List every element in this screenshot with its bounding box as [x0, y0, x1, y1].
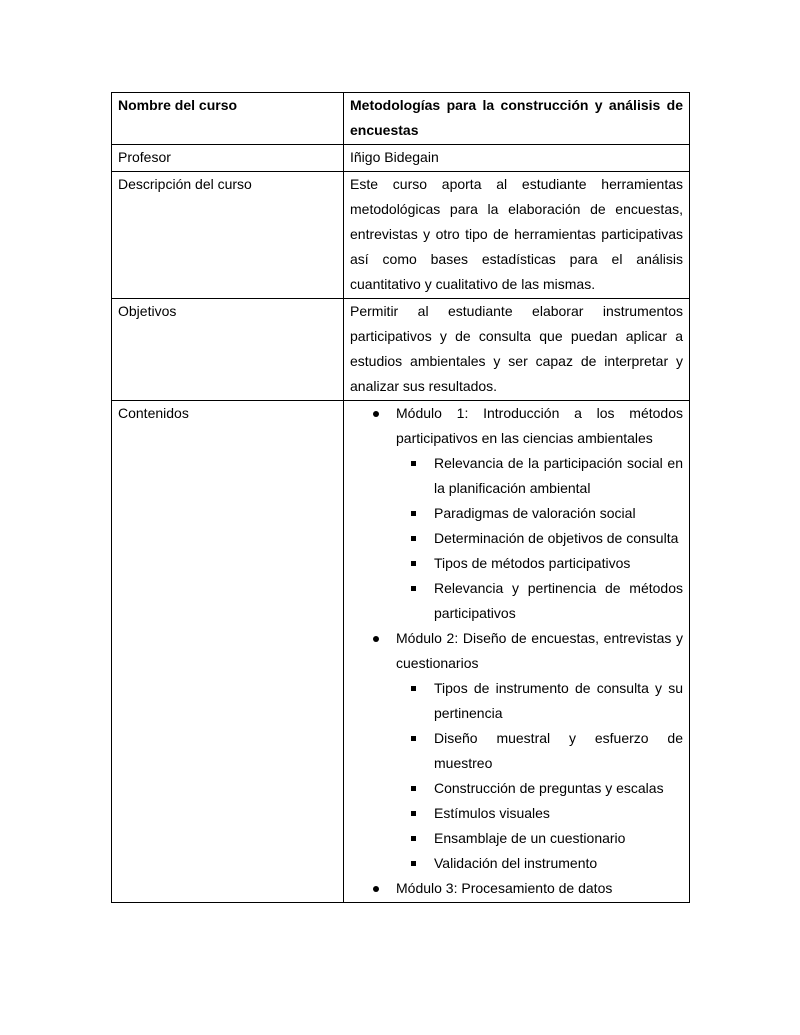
topic-item: [396, 451, 683, 501]
topic-item: [396, 726, 683, 776]
objectives-value: Permitir al estudiante elaborar instrumentos participativos y de consulta que puedan aplicar a estudios ambientales y ser capaz de interpretar y analizar sus resultados.: [344, 299, 690, 401]
square-bullet-icon: [411, 686, 416, 691]
square-bullet-icon: [411, 586, 416, 591]
square-bullet-icon: [411, 811, 416, 816]
square-bullet-icon: [411, 736, 416, 741]
module-title: Módulo 3: Procesamiento de datos: [396, 880, 613, 896]
table-row-description: [112, 172, 690, 299]
bullet-icon: [373, 886, 379, 892]
module-item: [350, 626, 683, 876]
module-title: Módulo 2: Diseño de encuestas, entrevistas y cuestionarios: [396, 630, 683, 671]
topic-item: [396, 776, 683, 801]
course-name-label: Nombre del curso: [112, 93, 344, 145]
description-label: Descripción del curso: [112, 172, 344, 299]
contents-value: [344, 401, 690, 903]
topic-text: Paradigmas de valoración social: [434, 505, 636, 521]
professor-value: Iñigo Bidegain: [344, 145, 690, 172]
table-row-contents: [112, 401, 690, 903]
objectives-label: Objetivos: [112, 299, 344, 401]
topic-item: [396, 576, 683, 626]
topic-text: Estímulos visuales: [434, 805, 550, 821]
square-bullet-icon: [411, 786, 416, 791]
topic-text: Tipos de instrumento de consulta y su pertinencia: [434, 680, 683, 721]
course-info-table: [111, 92, 690, 903]
topic-item: [396, 801, 683, 826]
square-bullet-icon: [411, 836, 416, 841]
topic-item: [396, 551, 683, 576]
description-value: Este curso aporta al estudiante herramientas metodológicas para la elaboración de encuestas, entrevistas y otro tipo de herramientas participativas así como bases estadísticas para el análisis cuantitativo y cualitativo de las mismas.: [344, 172, 690, 299]
bullet-icon: [373, 636, 379, 642]
topic-item: [396, 851, 683, 876]
topic-text: Ensamblaje de un cuestionario: [434, 830, 626, 846]
square-bullet-icon: [411, 561, 416, 566]
course-name-value: Metodologías para la construcción y análisis de encuestas: [344, 93, 690, 145]
module-title: Módulo 1: Introducción a los métodos participativos en las ciencias ambientales: [396, 405, 683, 446]
topic-text: Diseño muestral y esfuerzo de muestreo: [434, 730, 683, 771]
table-row-course-name: [112, 93, 690, 145]
table-row-objectives: [112, 299, 690, 401]
square-bullet-icon: [411, 461, 416, 466]
module-item: [350, 401, 683, 626]
topic-item: [396, 826, 683, 851]
topic-item: [396, 526, 683, 551]
topic-text: Tipos de métodos participativos: [434, 555, 631, 571]
topic-text: Construcción de preguntas y escalas: [434, 780, 664, 796]
topic-text: Relevancia y pertinencia de métodos participativos: [434, 580, 683, 621]
topic-item: [396, 676, 683, 726]
bullet-icon: [373, 411, 379, 417]
topic-text: Determinación de objetivos de consulta: [434, 530, 679, 546]
contents-label: Contenidos: [112, 401, 344, 903]
module-item: [350, 876, 683, 901]
topic-list: [396, 451, 683, 626]
professor-label: Profesor: [112, 145, 344, 172]
topic-text: Validación del instrumento: [434, 855, 598, 871]
topic-text: Relevancia de la participación social en la planificación ambiental: [434, 455, 683, 496]
module-list: [350, 401, 683, 901]
square-bullet-icon: [411, 511, 416, 516]
topic-list: [396, 676, 683, 876]
topic-item: [396, 501, 683, 526]
square-bullet-icon: [411, 861, 416, 866]
square-bullet-icon: [411, 536, 416, 541]
table-row-professor: [112, 145, 690, 172]
